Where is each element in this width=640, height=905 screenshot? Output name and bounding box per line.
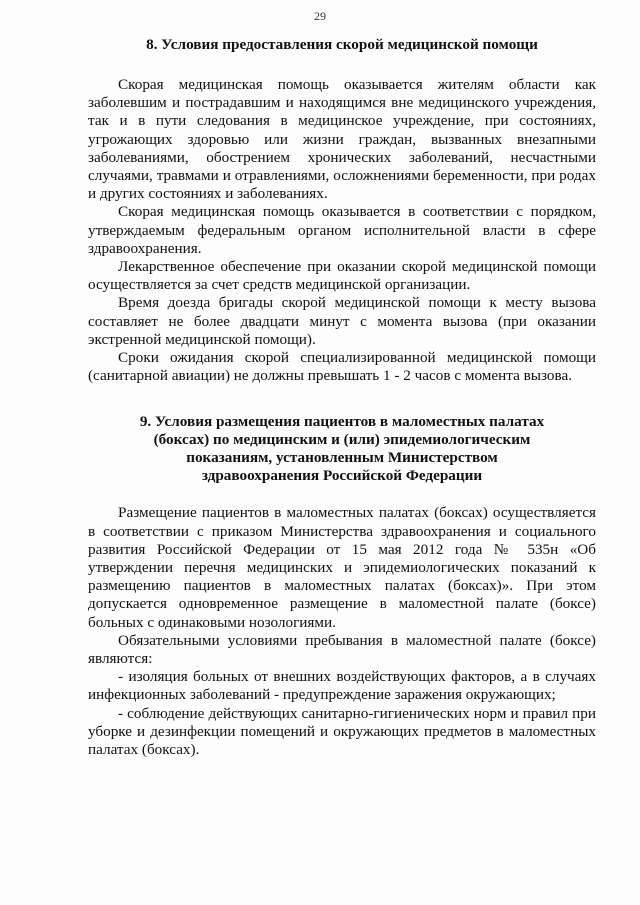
section-9-list-item: - соблюдение действующих санитарно-гигиенических норм и правил при уборке и дезинфекции помещений и окружающих предметов в маломестных палатах (боксах).: [88, 704, 596, 759]
section-9-title-line: (боксах) по медицинским и (или) эпидемиологическим: [153, 431, 531, 449]
section-8-paragraph: Сроки ожидания скорой специализированной медицинской помощи (санитарной авиации) не должны превышать 1 - 2 часов с момента вызова.: [88, 349, 596, 385]
section-8-paragraph: Лекарственное обеспечение при оказании скорой медицинской помощи осуществляется за счет средств медицинской организации.: [88, 258, 596, 294]
page-number: 29: [314, 9, 326, 23]
section-9-title-line: 9. Условия размещения пациентов в маломестных палатах: [139, 413, 545, 431]
section-9-paragraph: Размещение пациентов в маломестных палатах (боксах) осуществляется в соответствии с приказом Министерства здравоохранения и социального развития Российской Федерации от 15 мая 2012 года № 535н «Об утверждении перечня медицинских и эпидемиологических показаний к размещению пациентов в маломестных палатах (боксах)». При этом допускается одновременное размещение в маломестной палате (боксе) больных с одинаковыми нозологиями.: [88, 504, 596, 631]
section-9-list-item: - изоляция больных от внешних воздействующих факторов, а в случаях инфекционных заболеваний - предупреждение заражения окружающих;: [88, 668, 596, 704]
section-8-paragraph: Время доезда бригады скорой медицинской помощи к месту вызова составляет не более двадцати минут с момента вызова (при оказании экстренной медицинской помощи).: [88, 294, 596, 348]
section-8-title: 8. Условия предоставления скорой медицинской помощи: [146, 36, 538, 53]
section-9-title-line: здравоохранения Российской Федерации: [201, 467, 483, 485]
section-8-paragraph: Скорая медицинская помощь оказывается жителям области как заболевшим и пострадавшим и находящимся вне медицинского учреждения, так и в пути следования в медицинское учреждение, при состояниях, угрожающих здоровью или жизни граждан, вызванных внезапными заболеваниями, обострением хронических заболеваний, несчастными случаями, травмами и отравлениями, осложнениями беременности, при родах и других состояниях и заболеваниях.: [88, 76, 596, 203]
section-8-paragraph: Скорая медицинская помощь оказывается в соответствии с порядком, утверждаемым федеральным органом исполнительной власти в сфере здравоохранения.: [88, 203, 596, 257]
section-9-title: [88, 413, 596, 485]
page-content: [88, 36, 596, 759]
section-9-title-line: показаниям, установленным Министерством: [186, 449, 498, 467]
section-9-paragraph: Обязательными условиями пребывания в маломестной палате (боксе) являются:: [88, 631, 596, 668]
